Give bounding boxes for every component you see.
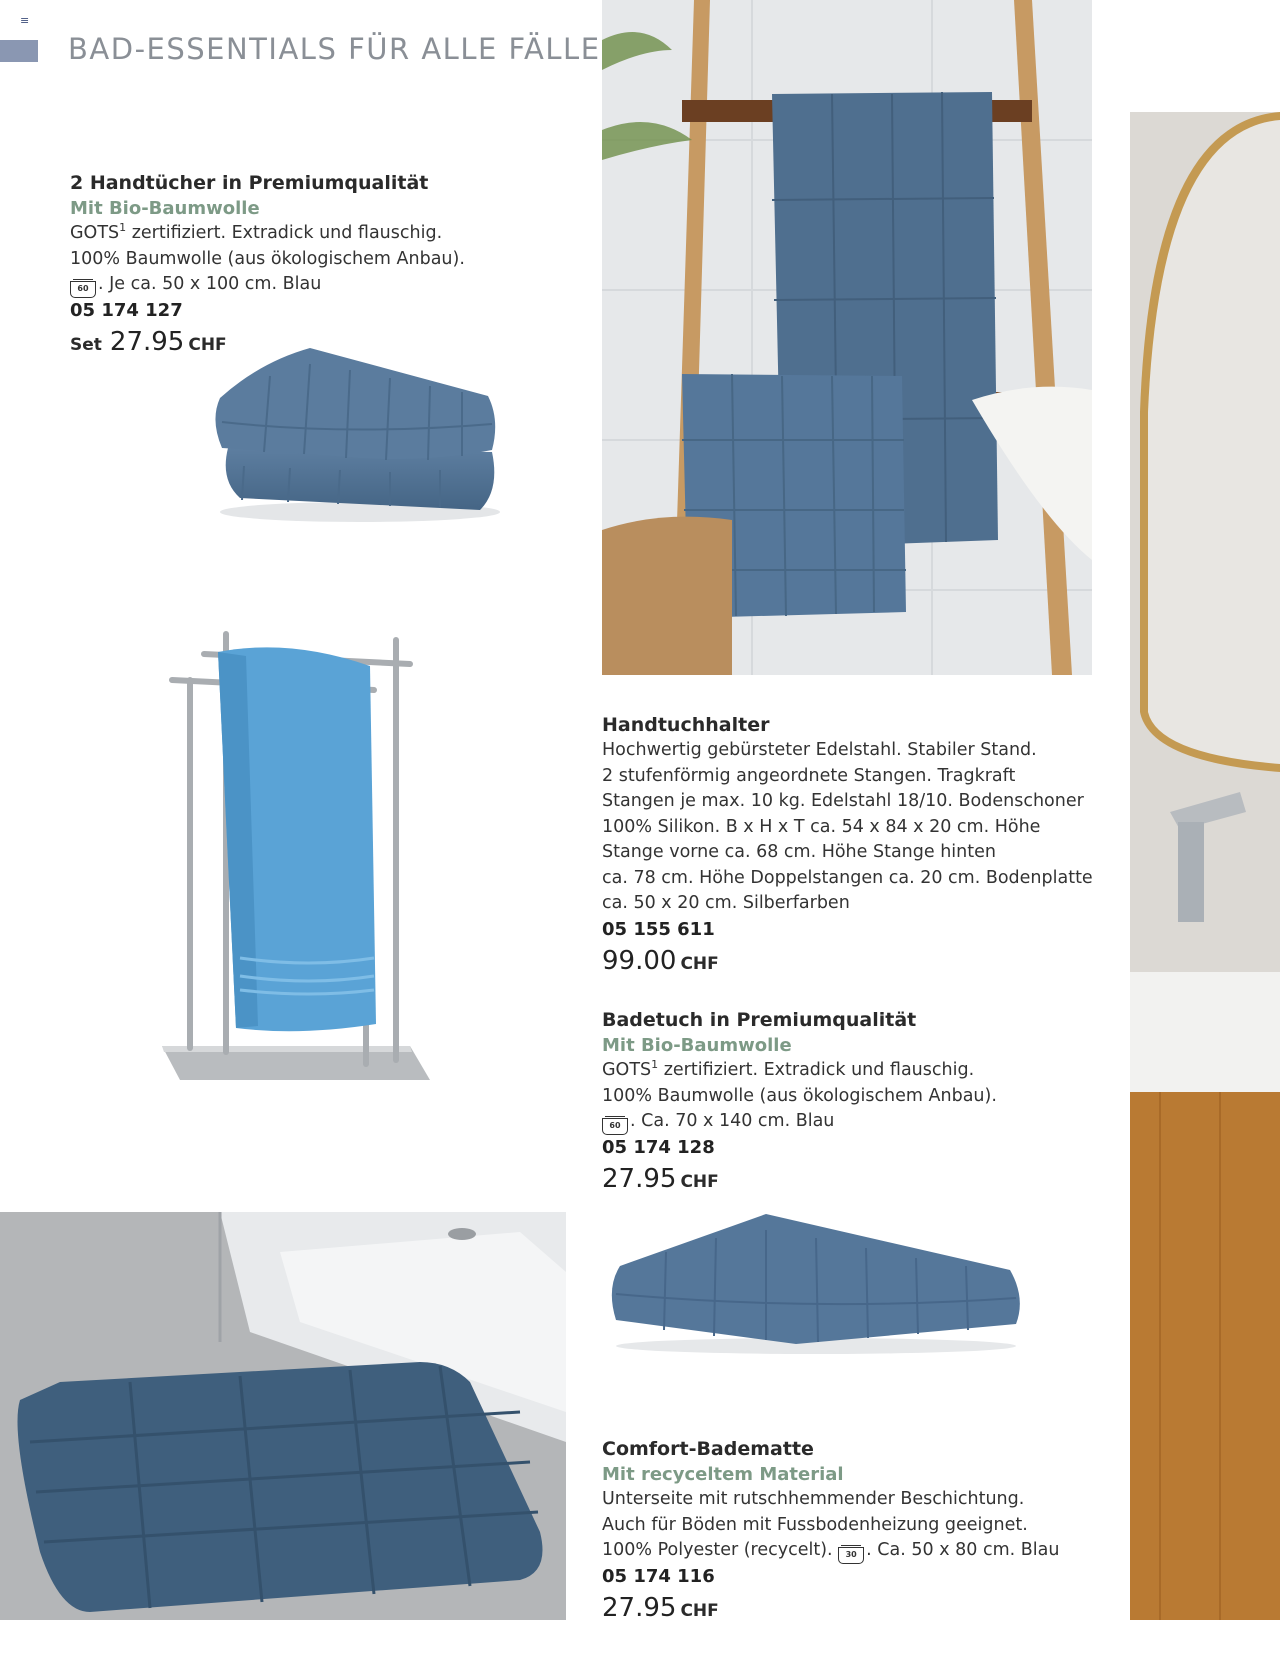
product-description-line: 100% Baumwolle (aus ökologischem Anbau). bbox=[602, 1085, 997, 1106]
product-description-line: Stange vorne ca. 68 cm. Höhe Stange hinten bbox=[602, 842, 996, 862]
product-description-line: 100% Silikon. B x H x T ca. 54 x 84 x 20 cm. Höhe bbox=[602, 816, 1041, 837]
menu-icon[interactable]: ≡ bbox=[20, 14, 30, 27]
bath-towel-image bbox=[606, 1208, 1026, 1358]
header-accent-bar bbox=[0, 40, 38, 62]
article-number: 05 174 127 bbox=[70, 300, 183, 321]
product-subtitle: Mit Bio-Baumwolle bbox=[70, 198, 260, 219]
product-description-line: 60 . Ca. 70 x 140 cm. Blau bbox=[602, 1109, 997, 1135]
product-subtitle: Mit Bio-Baumwolle bbox=[602, 1035, 792, 1056]
product-description-line: Auch für Böden mit Fussbodenheizung geeignet. bbox=[602, 1514, 1028, 1535]
product-description-line: GOTS$^1$ zertifiziert. Extradick und flauschig. bbox=[602, 1058, 975, 1080]
article-number: 05 174 128 bbox=[602, 1137, 715, 1158]
page-title: BAD-ESSENTIALS FÜR ALLE FÄLLE bbox=[68, 32, 601, 66]
article-number: 05 155 611 bbox=[602, 918, 715, 940]
product-description-line: GOTS$^1$ zertifiziert. Extradick und flauschig. bbox=[70, 221, 443, 243]
product-description-line: ca. 50 x 20 cm. Silberfarben bbox=[602, 893, 850, 913]
price: 27.95 CHF bbox=[602, 1593, 719, 1623]
product-towel-holder bbox=[602, 712, 1093, 976]
product-name: Badetuch in Premiumqualität bbox=[602, 1009, 917, 1031]
product-description-line: Hochwertig gebürsteter Edelstahl. Stabiler Stand. bbox=[602, 740, 1037, 760]
product-description-line: 100% Polyester (recycelt). 30 . Ca. 50 x 80 cm. Blau bbox=[602, 1538, 1059, 1564]
product-description-line: 60 . Je ca. 50 x 100 cm. Blau bbox=[70, 272, 465, 298]
wash-symbol-icon: 60 bbox=[602, 1118, 628, 1135]
product-bath-mat bbox=[602, 1436, 1059, 1623]
price: 27.95 CHF bbox=[602, 1164, 719, 1194]
mirror-sink-photo bbox=[1130, 112, 1280, 1620]
product-towels bbox=[70, 170, 465, 357]
folded-towels-image bbox=[200, 340, 520, 530]
product-description-line: Stangen je max. 10 kg. Edelstahl 18/10. Bodenschoner bbox=[602, 791, 1084, 811]
product-description-line: 100% Baumwolle (aus ökologischem Anbau). bbox=[70, 248, 465, 269]
towel-holder-image bbox=[160, 628, 440, 1108]
product-description-line: 2 stufenförmig angeordnete Stangen. Tragkraft bbox=[602, 765, 1016, 786]
product-name: Comfort-Badematte bbox=[602, 1438, 814, 1460]
article-number: 05 174 116 bbox=[602, 1566, 715, 1587]
price: Set 27.95 CHF bbox=[70, 327, 227, 357]
towel-ladder-photo bbox=[602, 0, 1092, 675]
bath-mat-photo bbox=[0, 1212, 566, 1620]
product-name: 2 Handtücher in Premiumqualität bbox=[70, 172, 429, 194]
product-subtitle: Mit recyceltem Material bbox=[602, 1464, 844, 1485]
product-description-line: ca. 78 cm. Höhe Doppelstangen ca. 20 cm. Bodenplatte bbox=[602, 867, 1093, 888]
wash-symbol-icon: 30 bbox=[838, 1547, 864, 1564]
product-description-line: Unterseite mit rutschhemmender Beschichtung. bbox=[602, 1489, 1025, 1509]
product-bath-towel bbox=[602, 1007, 997, 1194]
wash-symbol-icon: 60 bbox=[70, 281, 96, 298]
price: 99.00 CHF bbox=[602, 945, 719, 976]
product-name: Handtuchhalter bbox=[602, 714, 770, 736]
